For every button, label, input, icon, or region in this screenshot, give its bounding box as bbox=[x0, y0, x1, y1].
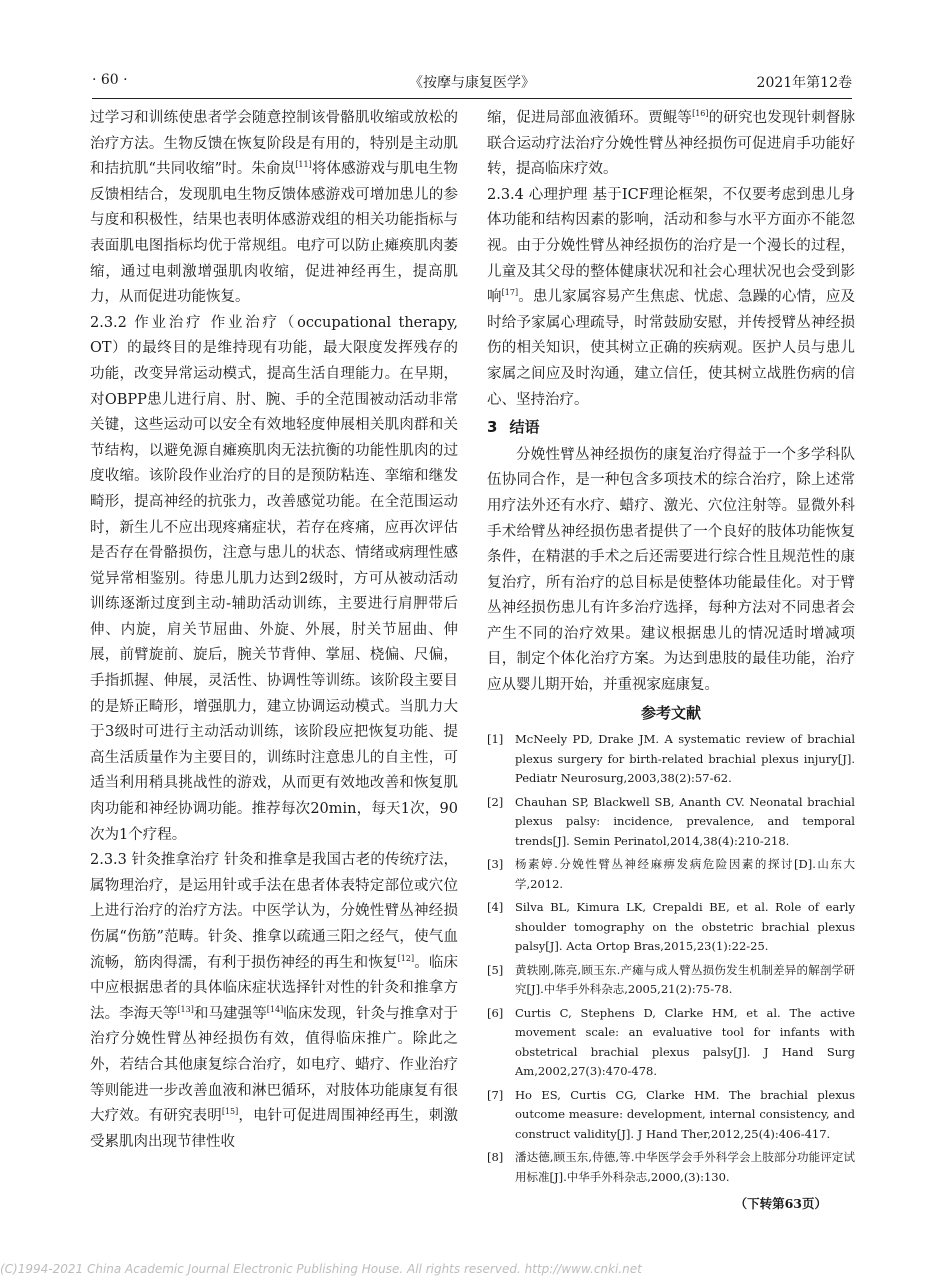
page-number: · 60 · bbox=[92, 72, 128, 88]
reference-item bbox=[487, 1148, 855, 1187]
reference-item bbox=[487, 1004, 855, 1082]
references-heading: 参考文献 bbox=[640, 703, 701, 722]
continued-note: （下转第63页） bbox=[734, 1196, 827, 1212]
section-3-heading: 3 结语 bbox=[487, 418, 540, 437]
section-heading: 2.3.3 针灸推拿治疗 bbox=[90, 852, 220, 869]
citation[interactable]: [13] bbox=[177, 1004, 194, 1014]
reference-text: Silva BL, Kimura LK, Crepaldi BE, et al. Role of early shoulder tomography on the obstetric brachial plexus palsy[J]. Acta Ortop Bras,2015,23(1):22-25. bbox=[515, 900, 855, 954]
conclusion-paragraph: 分娩性臂丛神经损伤的康复治疗得益于一个多学科队伍协同合作，是一种包含多项技术的综合治疗，除上述常用疗法外还有水疗、蜡疗、激光、穴位注射等。显微外科手术给臂丛神经损伤患者提供了一个良好的肢体功能恢复条件，在精湛的手术之后还需要进行综合性且规范性的康复治疗，所有治疗的总目标是使整体功能最佳化。对于臂丛神经损伤患儿有许多治疗选择，每种方法对不同患者会产生不同的治疗效果。建议根据患儿的情况适时增减项目，制定个体化治疗方案。为达到患肢的最佳功能，治疗应从婴儿期开始，并重视家庭康复。 bbox=[487, 446, 855, 694]
citation[interactable]: [17] bbox=[501, 288, 519, 298]
volume-label: 2021年第12卷 bbox=[756, 75, 852, 91]
reference-number: [5] bbox=[487, 962, 504, 977]
copyright-footer: (C)1994-2021 China Academic Journal Electronic Publishing House. All rights reserved. http://www.cnki.net bbox=[0, 1262, 642, 1276]
reference-number: [1] bbox=[487, 732, 504, 747]
header-rule bbox=[92, 98, 852, 99]
section-heading: 2.3.4 心理护理 bbox=[487, 186, 588, 203]
citation[interactable]: [16] bbox=[692, 109, 709, 119]
citation[interactable]: [15] bbox=[221, 1107, 239, 1117]
reference-number: [4] bbox=[487, 900, 504, 915]
section-heading: 2.3.2 作业治疗 bbox=[90, 314, 204, 331]
reference-number: [6] bbox=[487, 1005, 504, 1020]
reference-number: [2] bbox=[487, 794, 504, 809]
reference-number: [8] bbox=[487, 1150, 504, 1165]
citation[interactable]: [14] bbox=[266, 1004, 284, 1014]
reference-item bbox=[487, 793, 855, 852]
reference-text: McNeely PD, Drake JM. A systematic review of brachial plexus surgery for birth-related brachial plexus injury[J]. Pediatr Neurosurg,2003,38(2):57-62. bbox=[515, 732, 855, 786]
reference-item bbox=[487, 961, 855, 1000]
citation[interactable]: [11] bbox=[295, 160, 312, 170]
reference-item bbox=[487, 1086, 855, 1145]
running-header bbox=[92, 72, 852, 98]
reference-text: 杨素婷.分娩性臂丛神经麻痹发病危险因素的探讨[D].山东大学,2012. bbox=[515, 857, 855, 891]
reference-list bbox=[487, 730, 855, 1187]
reference-text: Chauhan SP, Blackwell SB, Ananth CV. Neonatal brachial plexus palsy: incidence, prevalence, and temporal trends[J]. Semin Perinatol,2014,38(4):210-218. bbox=[515, 794, 855, 848]
reference-text: 潘达德,顾玉东,侍德,等.中华医学会手外科学会上肢部分功能评定试用标准[J].中华手外科杂志,2000,(3):130. bbox=[515, 1150, 855, 1184]
paragraph-continued: 缩，促进局部血液循环。贾鲲等[16]的研究也发现针刺督脉联合运动疗法治疗分娩性臂丛神经损伤可促进肩手功能好转，提高临床疗效。 bbox=[487, 109, 856, 178]
right-column bbox=[487, 106, 855, 1217]
paragraph-biofeedback: 过学习和训练使患者学会随意控制该骨骼肌收缩或放松的治疗方法。生物反馈在恢复阶段是有用的，特别是主动肌和拮抗肌“共同收缩”时。朱俞岚[11]将体感游戏与肌电生物反馈相结合，发现肌电生物反馈体感游戏可增加患儿的参与度和积极性，结果也表明体感游戏组的相关功能指标与表面肌电图指标均优于常规组。电疗可以防止瘫痪肌肉萎缩，通过电刺激增强肌肉收缩，促进神经再生，提高肌力，从而促进功能恢复。 bbox=[90, 110, 459, 306]
reference-number: [3] bbox=[487, 857, 504, 872]
reference-item bbox=[487, 730, 855, 789]
section-2-3-2: 2.3.2 作业治疗 作业治疗（occupational therapy, OT）的最终目的是维持现有功能，最大限度发挥残存的功能，改变异常运动模式，提高生活自理能力。在早期，对OBPP患儿进行肩、肘、腕、手的全范围被动活动非常关键，这些运动可以安全有效地轻度伸展相关肌肉群和关节结构，以避免源自瘫痪肌肉无法抗衡的功能性肌肉的过度收缩。该阶段作业治疗的目的是预防粘连、挛缩和继发畸形，提高神经的抗张力，改善感觉功能。在全范围运动时，新生儿不应出现疼痛症状，若存在疼痛，应再次评估是否存在骨骼损伤，注意与患儿的状态、情绪或病理性感觉异常相鉴别。待患儿肌力达到2级时，方可从被动活动训练逐渐过度到主动-辅助活动训练，主要进行肩胛带后伸、内旋，肩关节屈曲、外旋、外展，肘关节屈曲、伸展，前臂旋前、旋后，腕关节背伸、掌屈、桡偏、尺偏，手指抓握、伸展，灵活性、协调性等训练。该阶段主要目的是矫正畸形，增强肌力，建立协调运动模式。当肌力大于3级时可进行主动活动训练，该阶段应把恢复功能、提高生活质量作为主要目的，训练时注意患儿的自主性，可适当利用稍具挑战性的游戏，从而更有效地改善和恢复肌肉功能和神经协调功能。推荐每次20min，每天1次，90次为1个疗程。 bbox=[90, 314, 458, 843]
reference-text: Ho ES, Curtis CG, Clarke HM. The brachial plexus outcome measure: development, internal consistency, and construct validity[J]. J Hand Ther,2012,25(4):406-417. bbox=[515, 1087, 855, 1141]
reference-item bbox=[487, 855, 855, 894]
reference-item bbox=[487, 898, 855, 957]
reference-text: Curtis C, Stephens D, Clarke HM, et al. The active movement scale: an evaluative tool for infants with obstetrical brachial plexus palsy[J]. J Hand Surg Am,2002,27(3):470-478. bbox=[515, 1005, 855, 1079]
left-column bbox=[90, 106, 458, 1155]
section-2-3-3: 2.3.3 针灸推拿治疗 针灸和推拿是我国古老的传统疗法，属物理治疗，是运用针或手法在患者体表特定部位或穴位上进行治疗的治疗方法。中医学认为，分娩性臂丛神经损伤属“伤筋”范畴。针灸、推拿以疏通三阳之经气，使气血流畅，筋肉得濡，有利于损伤神经的再生和恢复[12]。临床中应根据患者的具体临床症状选择针对性的针灸和推拿方法。李海天等[13]和马建强等[14]临床发现，针灸与推拿对于治疗分娩性臂丛神经损伤有效，值得临床推广。除此之外，若结合其他康复综合治疗，如电疗、蜡疗、作业治疗等则能进一步改善血液和淋巴循环，对肢体功能康复有很大疗效。有研究表明[15]，电针可促进周围神经再生，刺激受累肌肉出现节律性收 bbox=[90, 852, 459, 1150]
reference-text: 黄轶刚,陈亮,顾玉东.产瘫与成人臂丛损伤发生机制差异的解剖学研究[J].中华手外科杂志,2005,21(2):75-78. bbox=[515, 962, 855, 997]
section-2-3-4: 2.3.4 心理护理 基于ICF理论框架，不仅要考虑到患儿身体功能和结构因素的影响，活动和参与水平方面亦不能忽视。由于分娩性臂丛神经损伤的治疗是一个漫长的过程，儿童及其父母的整体健康状况和社会心理状况也会受到影响[17]。患儿家属容易产生焦虑、忧虑、急躁的心情，应及时给予家属心理疏导，时常鼓励安慰，并传授臂丛神经损伤的相关知识，使其树立正确的疾病观。医护人员与患儿家属之间应及时沟通，建立信任，使其树立战胜伤病的信心、坚持治疗。 bbox=[487, 186, 856, 408]
citation[interactable]: [12] bbox=[397, 953, 415, 963]
journal-title: 《按摩与康复医学》 bbox=[409, 75, 535, 91]
reference-number: [7] bbox=[487, 1087, 504, 1102]
